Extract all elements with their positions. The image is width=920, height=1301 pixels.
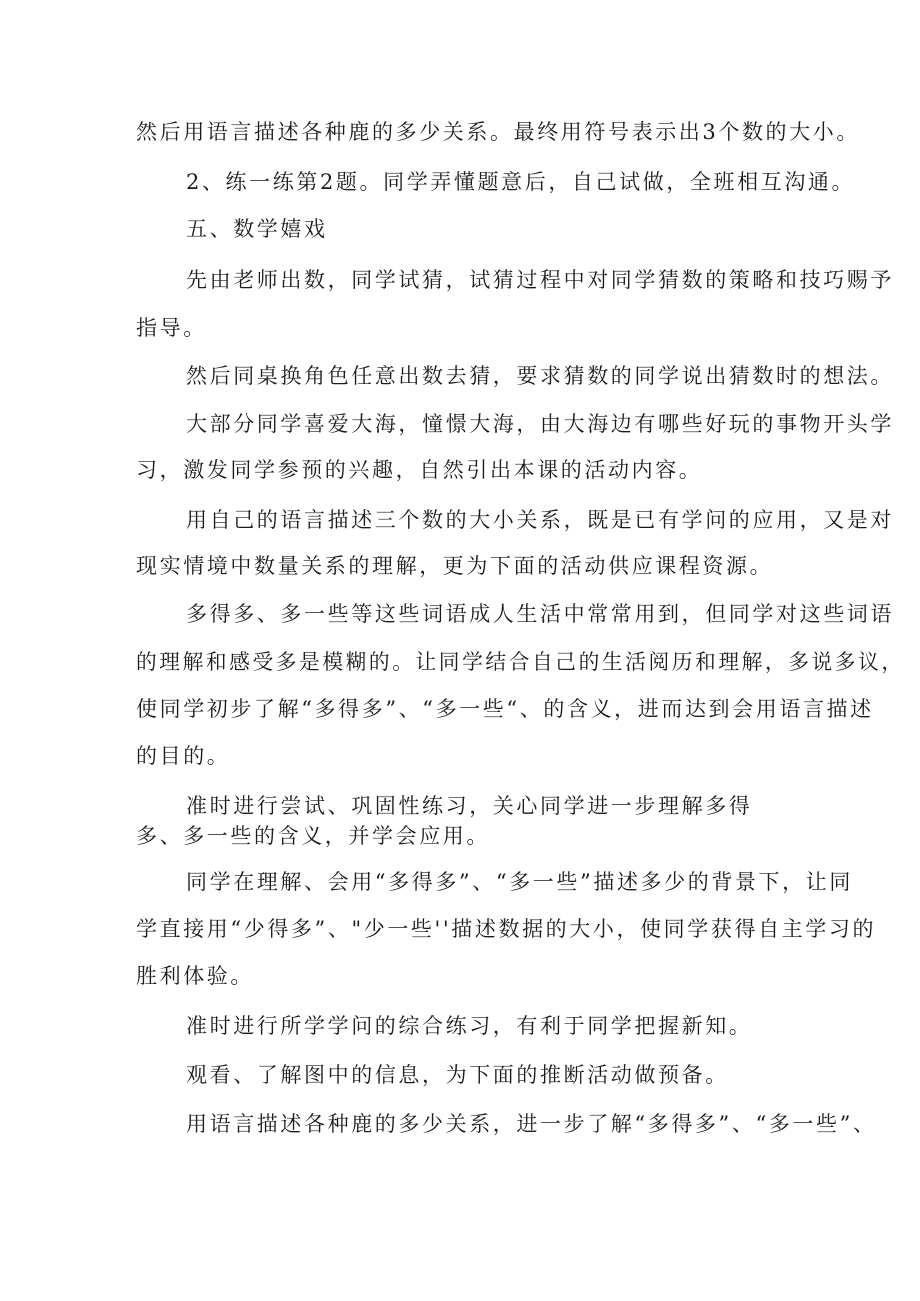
text-line-19: 胜利体验。 bbox=[136, 964, 254, 988]
text-line-9: 用自己的语言描述三个数的大小关系，既是已有学问的应用，又是对 bbox=[186, 508, 894, 532]
text-line-12: 的理解和感受多是模糊的。让同学结合自己的生活阅历和理解，多说多议， bbox=[136, 650, 905, 674]
text-line-20: 准时进行所学学问的综合练习，有利于同学把握新知。 bbox=[186, 1014, 753, 1038]
text-line-2: 2、练一练第2题。同学弄懂题意后，自己试做，全班相互沟通。 bbox=[186, 170, 856, 194]
text-line-21: 观看、了解图中的信息，为下面的推断活动做预备。 bbox=[186, 1063, 729, 1087]
text-line-13: 使同学初步了解“多得多”、“多一些“、的含义，进而达到会用语言描述 bbox=[136, 697, 874, 721]
text-line-17: 同学在理解、会用“多得多”、“多一些”描述多少的背景下，让同 bbox=[186, 870, 853, 894]
text-line-1: 然后用语言描述各种鹿的多少关系。最终用符号表示出3个数的大小。 bbox=[136, 120, 860, 144]
text-line-5: 指导。 bbox=[136, 316, 207, 340]
text-line-14: 的目的。 bbox=[136, 744, 231, 768]
text-line-4: 先由老师出数，同学试猜，试猜过程中对同学猜数的策略和技巧赐予 bbox=[186, 268, 894, 292]
text-line-10: 现实情境中数量关系的理解，更为下面的活动供应课程资源。 bbox=[136, 554, 774, 578]
text-line-22: 用语言描述各种鹿的多少关系，进一步了解“多得多”、“多一些”、 bbox=[186, 1112, 877, 1136]
text-line-7: 大部分同学喜爱大海，憧憬大海，由大海边有哪些好玩的事物开头学 bbox=[186, 412, 894, 436]
text-line-6: 然后同桌换角色任意出数去猜，要求猜数的同学说出猜数时的想法。 bbox=[186, 364, 894, 388]
text-line-8: 习，激发同学参预的兴趣，自然引出本课的活动内容。 bbox=[136, 458, 703, 482]
text-line-15: 准时进行尝试、巩固性练习，关心同学进一步理解多得 bbox=[186, 794, 753, 818]
section-heading: 五、数学嬉戏 bbox=[186, 217, 328, 241]
text-line-11: 多得多、多一些等这些词语成人生活中常常用到，但同学对这些词语 bbox=[186, 602, 894, 626]
text-line-16: 多、多一些的含义，并学会应用。 bbox=[136, 824, 490, 848]
text-line-18: 学直接用“少得多”、"少一些''描述数据的大小，使同学获得自主学习的 bbox=[136, 917, 877, 941]
